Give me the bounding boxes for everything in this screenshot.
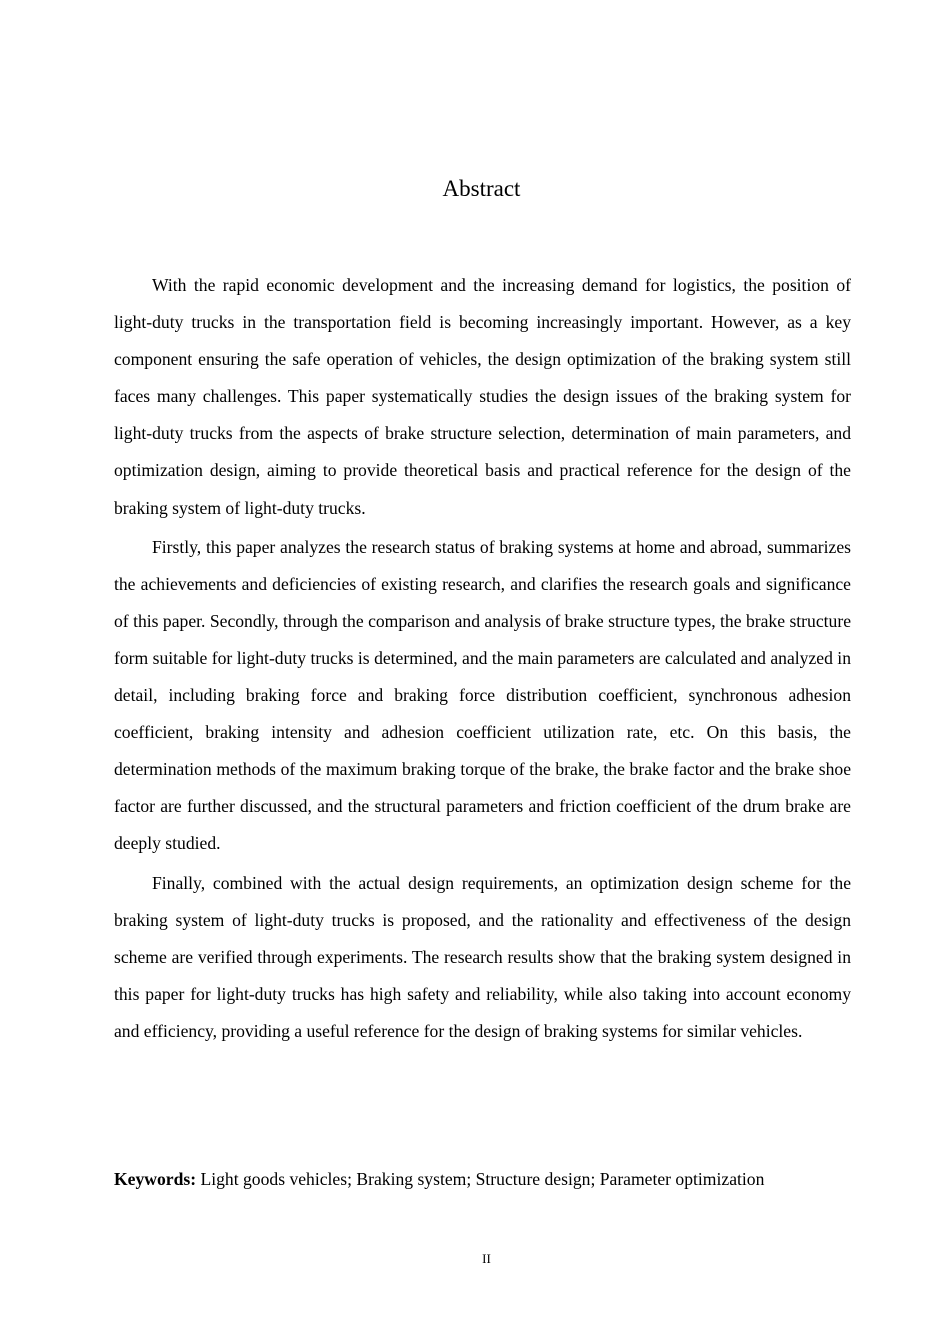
keywords-text: Light goods vehicles; Braking system; Structure design; Parameter optimization (200, 1169, 765, 1189)
abstract-body (114, 267, 851, 1052)
abstract-paragraph-3: Finally, combined with the actual design requirements, an optimization design scheme for the braking system of light-duty trucks is proposed, and the rationality and effectiveness of the design scheme are verified through experiments. The research results show that the braking system designed in this paper for light-duty trucks has high safety and reliability, while also taking into account economy and efficiency, providing a useful reference for the design of braking systems for similar vehicles. (114, 872, 851, 1041)
abstract-title: Abstract (442, 176, 521, 201)
keywords-line (114, 1163, 851, 1195)
abstract-paragraph-1: With the rapid economic development and the increasing demand for logistics, the position of light-duty trucks in the transportation field is becoming increasingly important. However, as a key component ensuring the safe operation of vehicles, the design optimization of the braking system still faces many challenges. This paper systematically studies the design issues of the braking system for light-duty trucks from the aspects of brake structure selection, determination of main parameters, and optimization design, aiming to provide theoretical basis and practical reference for the design of the braking system of light-duty trucks. (114, 275, 851, 518)
keywords-label: Keywords: (114, 1169, 197, 1189)
page-number: II (482, 1251, 491, 1266)
abstract-paragraph-2: Firstly, this paper analyzes the research status of braking systems at home and abroad, summarizes the achievements and deficiencies of existing research, and clarifies the research goals and significance of this paper. Secondly, through the comparison and analysis of brake structure types, the brake structure form suitable for light-duty trucks is determined, and the main parameters are calculated and analyzed in detail, including braking force and braking force distribution coefficient, synchronous adhesion coefficient, braking intensity and adhesion coefficient utilization rate, etc. On this basis, the determination methods of the maximum braking torque of the brake, the brake factor and the brake shoe factor are further discussed, and the structural parameters and friction coefficient of the drum brake are deeply studied. (114, 536, 851, 854)
